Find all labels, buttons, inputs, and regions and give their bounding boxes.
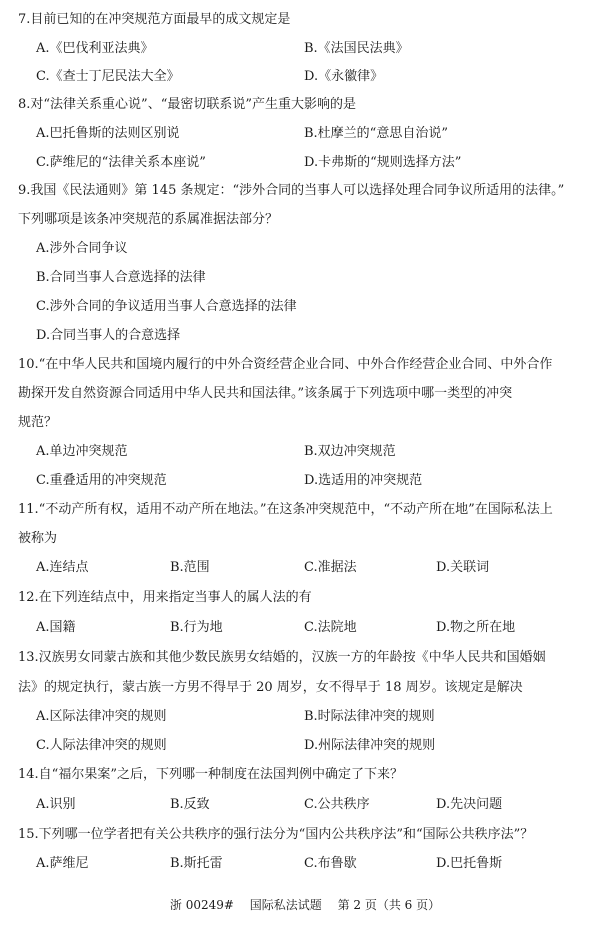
- q9-option-b: B.合同当事人合意选择的法律: [36, 270, 206, 285]
- q12-option-b: B.行为地: [170, 620, 223, 635]
- q12-option-c: C.法院地: [304, 620, 357, 635]
- question-10-stem-line-2: 勘探开发自然资源合同适用中华人民共和国法律。”该条属于下列选项中哪一类型的冲突: [18, 386, 513, 401]
- question-7-stem: 7.目前已知的在冲突规范方面最早的成文规定是: [18, 12, 291, 27]
- q11-option-a: A.连结点: [36, 560, 89, 575]
- q11-option-d: D.关联词: [436, 560, 490, 575]
- question-9-stem-line-1: 9.我国《民法通则》第 145 条规定：“涉外合同的当事人可以选择处理合同争议所适用的法律。”: [18, 183, 565, 198]
- question-12-stem: 12.在下列连结点中，用来指定当事人的属人法的有: [18, 590, 312, 605]
- q8-option-b: B.杜摩兰的“意思自治说”: [304, 126, 448, 141]
- q14-option-d: D.先决问题: [436, 797, 503, 812]
- q13-option-a: A.区际法律冲突的规则: [36, 709, 167, 724]
- q7-option-a: A.《巴伐利亚法典》: [36, 41, 154, 56]
- question-15-stem: 15.下列哪一位学者把有关公共秩序的强行法分为“国内公共秩序法”和“国际公共秩序法”？: [18, 827, 534, 842]
- q13-option-b: B.时际法律冲突的规则: [304, 709, 435, 724]
- q8-option-c: C.萨维尼的“法律关系本座说”: [36, 155, 206, 170]
- question-13-stem-line-2: 法》的规定执行，蒙古族一方男不得早于 20 周岁，女不得早于 18 周岁。该规定是解决: [18, 680, 523, 695]
- q15-option-d: D.巴托鲁斯: [436, 856, 503, 871]
- q10-option-c: C.重叠适用的冲突规范: [36, 473, 167, 488]
- question-9-stem-line-2: 下列哪项是该条冲突规范的系属准据法部分？: [18, 212, 279, 227]
- q9-option-a: A.涉外合同争议: [36, 241, 128, 256]
- q15-option-a: A.萨维尼: [36, 856, 89, 871]
- page-number: 第 2 页（共 6 页）: [337, 898, 441, 912]
- q15-option-b: B.斯托雷: [170, 856, 223, 871]
- q10-option-b: B.双边冲突规范: [304, 444, 396, 459]
- q12-option-a: A.国籍: [36, 620, 76, 635]
- q10-option-d: D.选适用的冲突规范: [304, 473, 423, 488]
- exam-code: 浙 00249#: [169, 898, 234, 912]
- question-14-stem: 14.自“福尔果案”之后，下列哪一种制度在法国判例中确定了下来？: [18, 767, 403, 782]
- question-13-stem-line-1: 13.汉族男女同蒙古族和其他少数民族男女结婚的，汉族一方的年龄按《中华人民共和国婚姻: [18, 650, 546, 665]
- q7-option-c: C.《查士丁尼民法大全》: [36, 69, 180, 84]
- q9-option-d: D.合同当事人的合意选择: [36, 328, 181, 343]
- q13-option-c: C.人际法律冲突的规则: [36, 738, 167, 753]
- question-10-stem-line-1: 10.“在中华人民共和国境内履行的中外合资经营企业合同、中外合作经营企业合同、中外合作: [18, 357, 553, 372]
- q14-option-b: B.反致: [170, 797, 210, 812]
- exam-subject: 国际私法试题: [249, 898, 322, 912]
- q11-option-c: C.准据法: [304, 560, 357, 575]
- question-11-stem-line-1: 11.“不动产所有权，适用不动产所在地法。”在这条冲突规范中，“不动产所在地”在国际私法上: [18, 502, 553, 517]
- q14-option-c: C.公共秩序: [304, 797, 370, 812]
- q8-option-a: A.巴托鲁斯的法则区别说: [36, 126, 180, 141]
- q7-option-d: D.《永徽律》: [304, 69, 384, 84]
- q7-option-b: B.《法国民法典》: [304, 41, 409, 56]
- q15-option-c: C.布鲁歇: [304, 856, 357, 871]
- q14-option-a: A.识别: [36, 797, 76, 812]
- q11-option-b: B.范围: [170, 560, 210, 575]
- q10-option-a: A.单边冲突规范: [36, 444, 128, 459]
- q8-option-d: D.卡弗斯的“规则选择方法”: [304, 155, 462, 170]
- page-footer: [0, 896, 610, 913]
- question-10-stem-line-3: 规范？: [18, 415, 58, 430]
- q12-option-d: D.物之所在地: [436, 620, 516, 635]
- question-11-stem-line-2: 被称为: [18, 531, 58, 546]
- question-8-stem: 8.对“法律关系重心说”、“最密切联系说”产生重大影响的是: [18, 97, 356, 112]
- q9-option-c: C.涉外合同的争议适用当事人合意选择的法律: [36, 299, 297, 314]
- q13-option-d: D.州际法律冲突的规则: [304, 738, 436, 753]
